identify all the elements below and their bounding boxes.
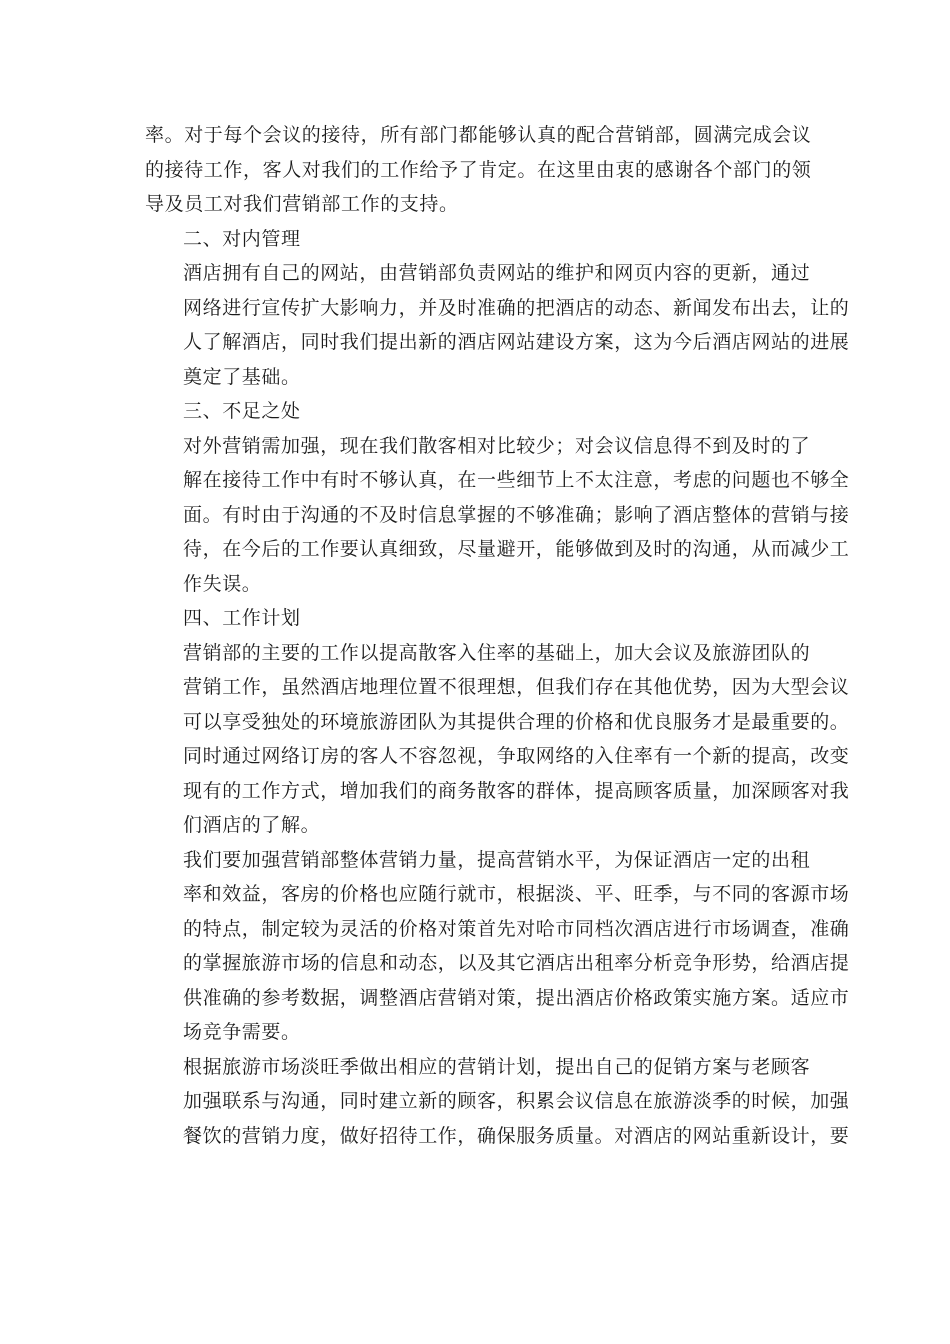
- section-heading: [145, 601, 810, 636]
- text-line: 四、工作计划: [183, 607, 301, 629]
- text-line: 场竞争需要。: [183, 1021, 301, 1043]
- text-line: 解在接待工作中有时不够认真，在一些细节上不太注意，考虑的问题也不够全: [183, 469, 850, 491]
- text-line: 面。有时由于沟通的不及时信息掌握的不够准确；影响了酒店整体的营销与接: [183, 503, 850, 526]
- body-paragraph: [145, 429, 850, 602]
- text-line: 们酒店的了解。: [183, 814, 321, 836]
- section-heading: [145, 394, 810, 429]
- body-paragraph: [145, 1050, 850, 1154]
- text-line: 营销工作，虽然酒店地理位置不很理想，但我们存在其他优势，因为大型会议: [183, 676, 850, 698]
- document-page: [145, 118, 850, 1153]
- text-line: 营销部的主要的工作以提高散客入住率的基础上，加大会议及旅游团队的: [183, 641, 811, 664]
- body-paragraph: [145, 256, 850, 394]
- text-line: 对外营销需加强，现在我们散客相对比较少；对会议信息得不到及时的了: [183, 434, 811, 457]
- text-line: 的接待工作，客人对我们的工作给予了肯定。在这里由衷的感谢各个部门的领: [145, 158, 812, 181]
- body-paragraph: [145, 636, 850, 843]
- text-line: 人了解酒店，同时我们提出新的酒店网站建设方案，这为今后酒店网站的进展: [183, 331, 850, 353]
- text-line: 我们要加强营销部整体营销力量，提高营销水平，为保证酒店一定的出租: [183, 848, 811, 871]
- text-line: 供准确的参考数据，调整酒店营销对策，提出酒店价格政策实施方案。适应市: [183, 986, 850, 1009]
- text-line: 可以享受独处的环境旅游团队为其提供合理的价格和优良服务才是最重要的。: [183, 710, 850, 733]
- text-line: 根据旅游市场淡旺季做出相应的营销计划，提出自己的促销方案与老顾客: [183, 1055, 811, 1078]
- text-line: 奠定了基础。: [183, 365, 301, 388]
- text-line: 作失误。: [183, 572, 262, 595]
- text-line: 待，在今后的工作要认真细致，尽量避开，能够做到及时的沟通，从而减少工: [183, 538, 850, 560]
- text-line: 网络进行宣传扩大影响力，并及时准确的把酒店的动态、新闻发布出去，让的: [183, 296, 850, 319]
- text-line: 酒店拥有自己的网站，由营销部负责网站的维护和网页内容的更新，通过: [183, 262, 811, 284]
- text-line: 的掌握旅游市场的信息和动态，以及其它酒店出租率分析竞争形势，给酒店提: [183, 952, 850, 974]
- text-line: 率和效益，客房的价格也应随行就市，根据淡、平、旺季，与不同的客源市场: [183, 883, 850, 905]
- body-paragraph: [145, 843, 850, 1050]
- text-line: 现有的工作方式，增加我们的商务散客的群体，提高顾客质量，加深顾客对我: [183, 779, 850, 802]
- text-line: 三、不足之处: [183, 400, 301, 422]
- text-line: 同时通过网络订房的客人不容忽视，争取网络的入住率有一个新的提高，改变: [183, 745, 850, 767]
- section-heading: [145, 222, 810, 257]
- body-paragraph: [145, 118, 810, 222]
- text-line: 率。对于每个会议的接待，所有部门都能够认真的配合营销部，圆满完成会议: [145, 124, 812, 146]
- text-line: 导及员工对我们营销部工作的支持。: [145, 193, 459, 215]
- text-line: 二、对内管理: [183, 227, 301, 250]
- text-line: 加强联系与沟通，同时建立新的顾客，积累会议信息在旅游淡季的时候，加强: [183, 1090, 850, 1112]
- text-line: 餐饮的营销力度，做好招待工作，确保服务质量。对酒店的网站重新设计，要: [183, 1124, 850, 1147]
- text-line: 的特点，制定较为灵活的价格对策首先对哈市同档次酒店进行市场调查，准确: [183, 917, 850, 940]
